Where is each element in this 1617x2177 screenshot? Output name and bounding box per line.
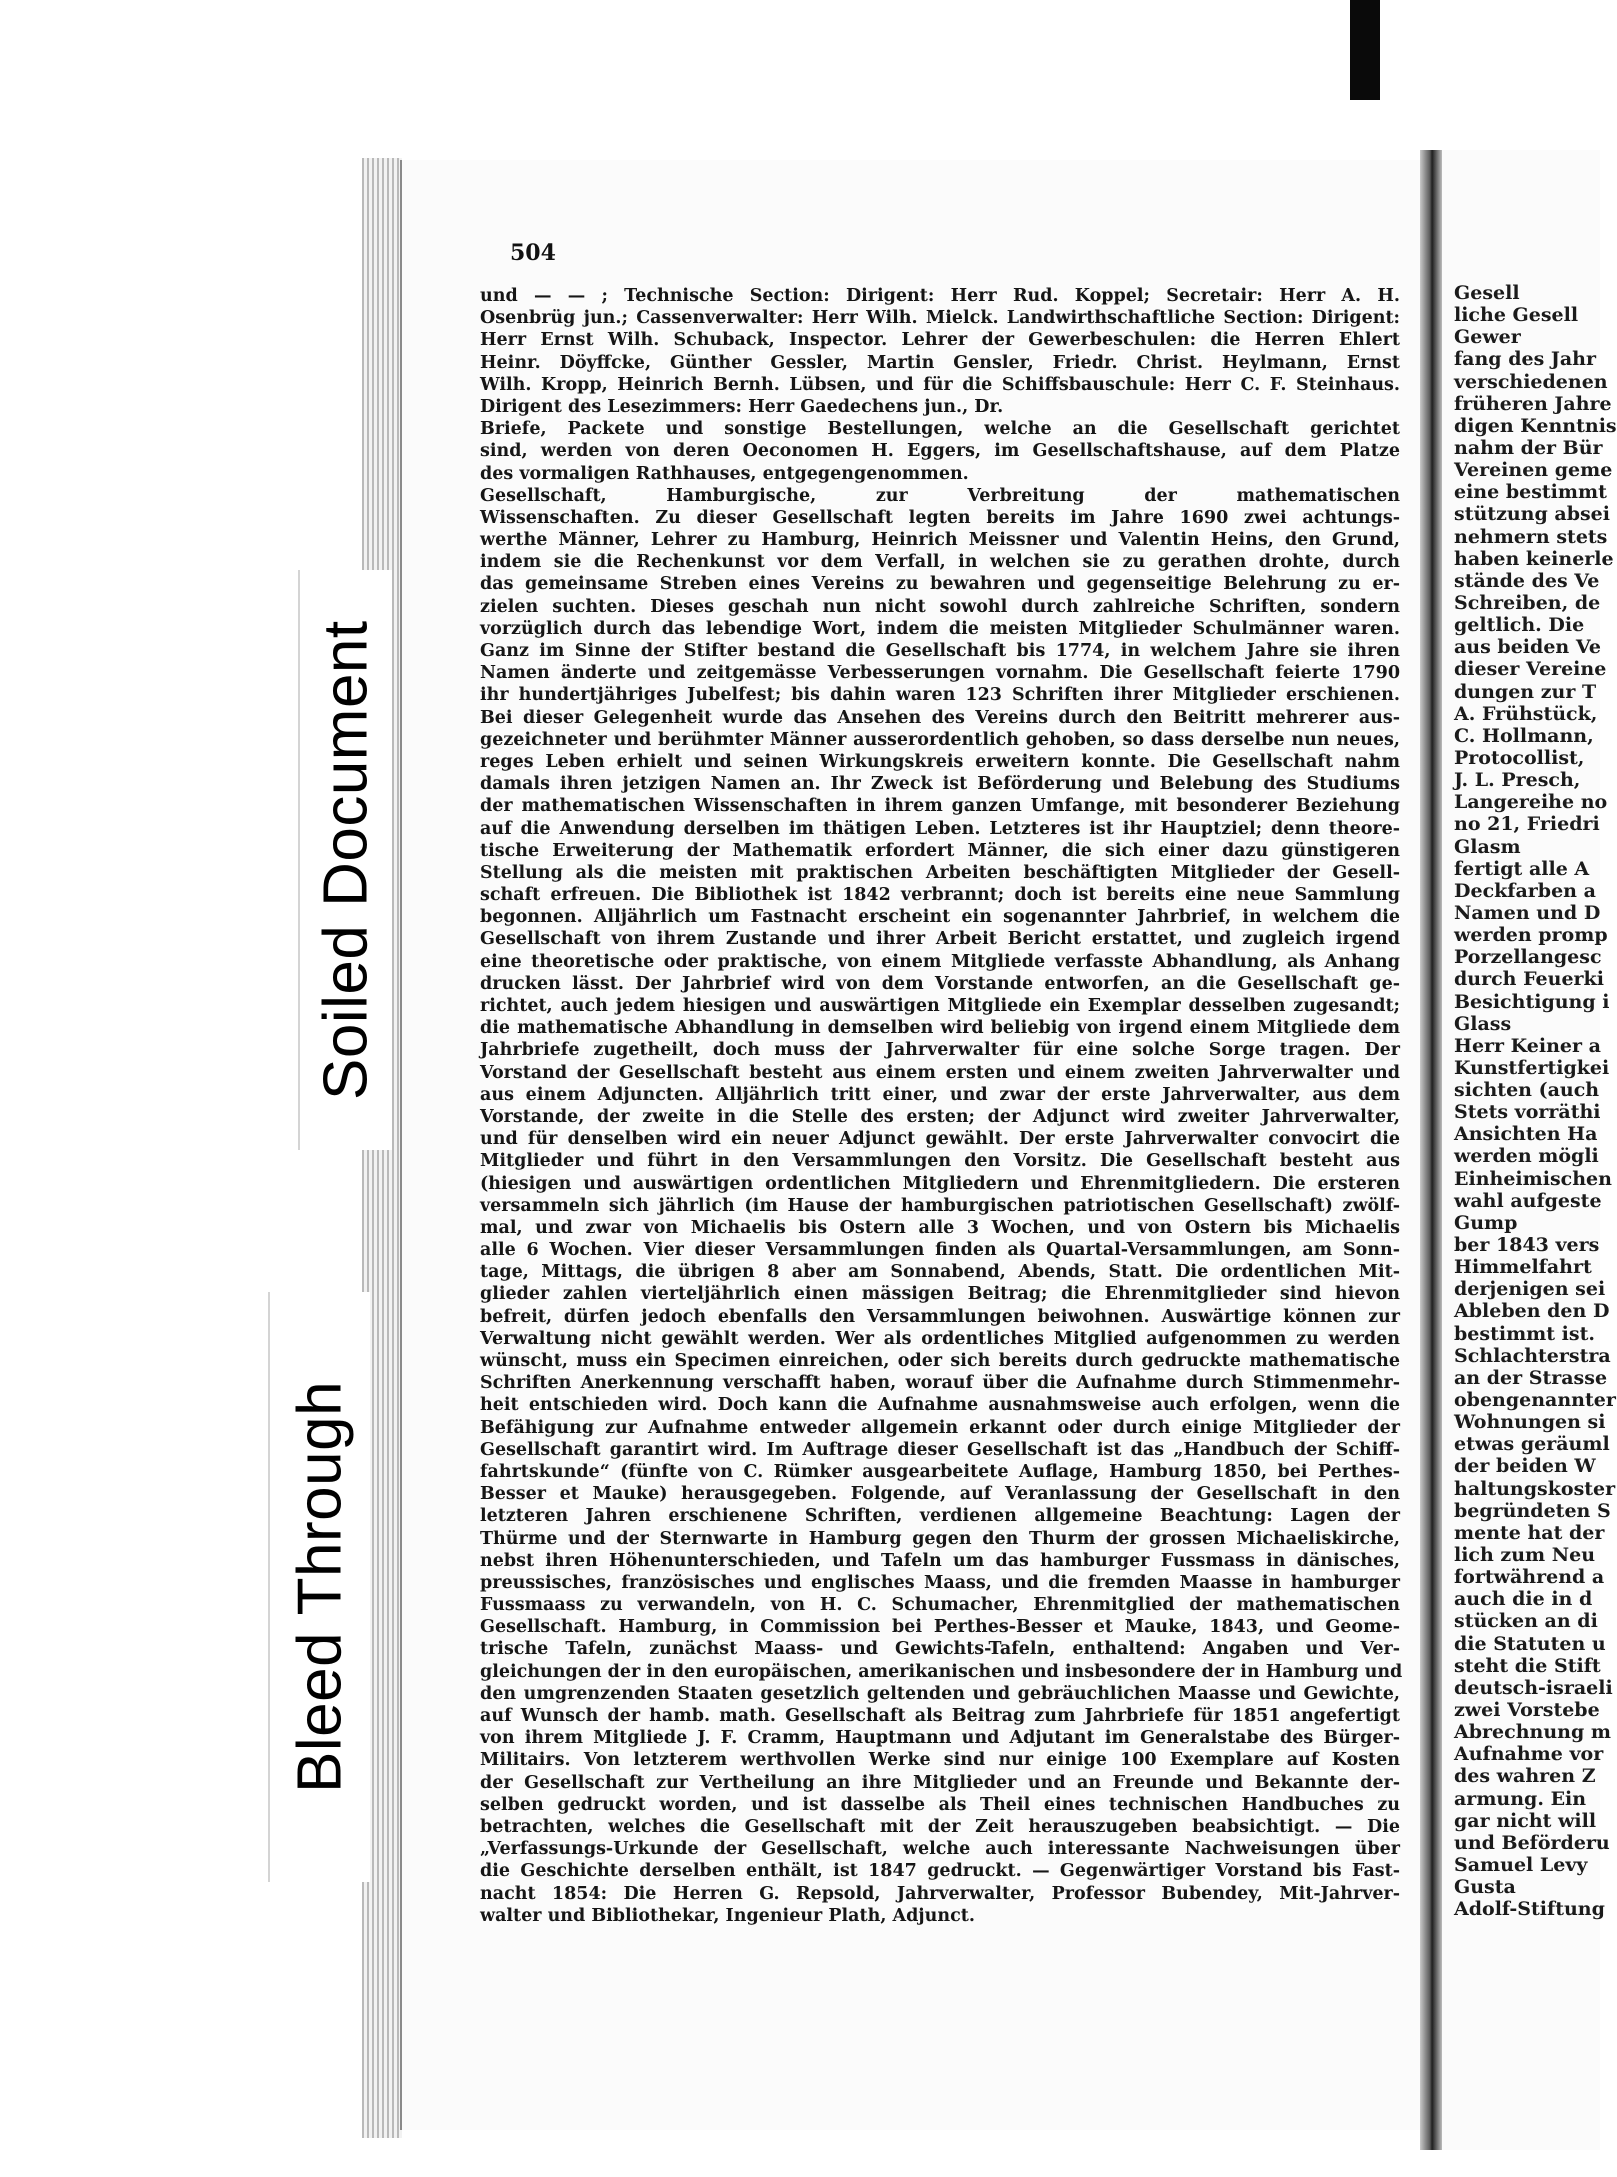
- text-line: Dirigent des Lesezimmers: Herr Gaedechens jun., Dr.: [480, 396, 1004, 417]
- right-page-line: Abrechnung m: [1454, 1721, 1611, 1744]
- text-line: Briefe, Packete und sonstige Bestellungen, welche an die Gesellschaft gerichtet: [480, 419, 1400, 440]
- text-line: eine theoretische oder praktische, von einem Mitgliede verfasste Abhandlung, als Anhang: [480, 951, 1400, 972]
- text-line: vorzüglich durch das lebendige Wort, indem die meisten Mitglieder Schulmänner waren.: [480, 618, 1400, 639]
- text-line: wünscht, muss ein Specimen einreichen, oder sich bereits durch gedruckte mathematische: [480, 1351, 1400, 1371]
- right-page-line: Deckfarben a: [1454, 879, 1596, 902]
- right-page-line: ber 1843 vers: [1454, 1234, 1600, 1257]
- right-page-line: obengenannter: [1454, 1389, 1616, 1412]
- text-line: Stellung als die meisten mit praktischen Arbeiten beschäftigten Mitglieder der Gesell-: [480, 862, 1400, 883]
- text-line: gezeichneter und berühmter Männer ausserordentlich gehoben, so dass derselbe nun neues,: [480, 729, 1400, 750]
- right-page-line: der beiden W: [1454, 1455, 1596, 1478]
- right-page-line: zwei Vorstebe: [1454, 1699, 1600, 1721]
- right-page-line: gar nicht will: [1454, 1809, 1597, 1832]
- soiled-document-tag: [298, 570, 392, 1150]
- right-page-line: Wohnungen si: [1454, 1411, 1606, 1434]
- right-page-line: Adolf-Stiftung: [1454, 1898, 1605, 1921]
- text-line: Thürme und der Sternwarte in Hamburg gegen den Thurm der grossen Michaeliskirche,: [480, 1528, 1400, 1549]
- right-page-line: Ableben den D: [1454, 1300, 1610, 1323]
- right-page-line: Himmelfahrt: [1454, 1256, 1592, 1279]
- text-line: heit entschieden wird. Doch kann die Aufnahme ausnahmsweise auch erfolgen, wenn die: [480, 1395, 1400, 1416]
- right-page-line: dieser Vereine: [1454, 658, 1607, 681]
- text-line: alle 6 Wochen. Vier dieser Versammlungen finden als Quartal-Versammlungen, am Sonn-: [480, 1240, 1400, 1261]
- right-page-line: Kunstfertigkei: [1454, 1056, 1610, 1079]
- right-page-line: Porzellangesc: [1454, 946, 1602, 969]
- text-line: Jahrbriefe zugetheilt, doch muss der Jahrverwalter für eine solche Sorge tragen. Der: [480, 1040, 1400, 1061]
- right-page-line: Vereinen geme: [1454, 459, 1613, 482]
- text-line: nacht 1854: Die Herren G. Repsold, Jahrverwalter, Professor Bubendey, Mit-Jahrver-: [480, 1883, 1400, 1904]
- text-line: begonnen. Alljährlich um Fastnacht erscheint ein sogenannter Jahrbrief, in welchem die: [480, 907, 1400, 928]
- text-line: aus einem Adjuncten. Alljährlich tritt einer, und zwar der erste Jahrverwalter, aus dem: [480, 1084, 1400, 1105]
- right-page-line: werden promp: [1454, 924, 1608, 947]
- text-line: Fussmaass zu verwandeln, von H. C. Schumacher, Ehrenmitglied der mathematischen: [480, 1595, 1400, 1616]
- right-page-line: no 21, Friedri: [1454, 813, 1600, 836]
- right-page-line: bestimmt ist.: [1454, 1322, 1595, 1345]
- text-line: drucken lässt. Der Jahrbrief wird von dem Vorstande entworfen, an die Gesellschaft ge-: [480, 973, 1400, 994]
- text-line: versammeln sich jährlich (im Hause der hamburgischen patriotischen Gesellschaft) zwölf-: [480, 1195, 1400, 1216]
- right-page-line: J. L. Presch,: [1454, 769, 1581, 792]
- right-page-line: dungen zur T: [1454, 680, 1597, 703]
- text-line: preussisches, französisches und englisches Maass, und die fremden Maasse in hamburger: [480, 1572, 1400, 1593]
- text-line: tische Erweiterung der Mathematik erfordert Männer, die sich einer dazu günstigeren: [480, 840, 1400, 861]
- bleed-through-tag: [268, 1292, 370, 1882]
- text-line: Bei dieser Gelegenheit wurde das Ansehen des Vereins durch den Beitritt mehrerer aus-: [480, 707, 1400, 728]
- right-page-line: Protocollist,: [1454, 746, 1585, 769]
- text-line: Herr Ernst Wilh. Schuback, Inspector. Lehrer der Gewerbeschulen: die Herren Ehlert: [480, 330, 1400, 351]
- right-page-line: etwas geräuml: [1454, 1433, 1610, 1456]
- right-page-line: an der Strasse: [1454, 1366, 1608, 1389]
- text-line: Verwaltung nicht gewählt werden. Wer als ordentliches Mitglied aufgenommen zu werden: [480, 1328, 1400, 1349]
- right-page-line: begründeten S: [1454, 1499, 1611, 1522]
- text-line: glieder zahlen vierteljährlich einen mässigen Beitrag; die Ehrenmitglieder sind hievon: [480, 1284, 1400, 1305]
- text-line: letzteren Jahren erschienene Schriften, verdienen allgemeine Beachtung: Lagen der: [480, 1506, 1400, 1527]
- text-line: indem sie die Rechenkunst vor dem Verfall, in welchen sie zu gerathen drohte, durch: [480, 552, 1400, 573]
- text-line: auf Wunsch der hamb. math. Gesellschaft als Beitrag zum Jahrbriefe für 1851 angefertigt: [480, 1706, 1400, 1726]
- right-page-line: fortwährend a: [1454, 1566, 1605, 1589]
- right-page-line: Glass: [1454, 1012, 1512, 1035]
- text-line: fahrtskunde“ (fünfte von C. Rümker ausgearbeitete Auflage, Hamburg 1850, bei Perthes-: [480, 1461, 1400, 1482]
- right-page-line: früheren Jahre: [1454, 392, 1612, 415]
- right-page-line: stützung absei: [1454, 503, 1610, 526]
- text-line: Wissenschaften. Zu dieser Gesellschaft legten bereits im Jahre 1690 zwei achtungs-: [480, 507, 1400, 528]
- book-gutter: [1420, 150, 1442, 2150]
- right-page-line: fertigt alle A: [1454, 857, 1590, 880]
- text-line: Vorstande, der zweite in die Stelle des ersten; der Adjunct wird zweiter Jahrverwalter,: [480, 1106, 1400, 1127]
- right-page-line: haltungskoster: [1454, 1477, 1616, 1500]
- text-line: Gesellschaft. Hamburg, in Commission bei Perthes-Besser et Mauke, 1843, und Geome-: [480, 1617, 1400, 1638]
- right-page-text: [1442, 282, 1617, 1920]
- text-line: schaft erfreuen. Die Bibliothek ist 1842 verbrannt; doch ist bereits eine neue Sammlung: [480, 885, 1400, 906]
- right-page-line: Samuel Levy: [1454, 1853, 1588, 1876]
- text-line: auf die Anwendung derselben im thätigen Leben. Letzteres ist ihr Hauptziel; denn theore-: [480, 818, 1400, 839]
- text-line: die mathematische Abhandlung in demselben wird beliebig von irgend einem Mitgliede dem: [480, 1018, 1400, 1039]
- text-line: Mitglieder und führt in den Versammlungen den Vorsitz. Die Gesellschaft besteht aus: [480, 1151, 1400, 1172]
- text-line: nebst ihren Höhenunterschieden, und Tafeln um das hamburger Fussmass in dänisches,: [480, 1550, 1400, 1571]
- text-line: walter und Bibliothekar, Ingenieur Plath, Adjunct.: [480, 1905, 975, 1926]
- right-page-line: Schreiben, de: [1454, 591, 1601, 614]
- text-line: betrachten, welches die Gesellschaft mit der Zeit herauszugeben beabsichtigt. — Die: [480, 1816, 1400, 1837]
- text-line: damals ihren jetzigen Namen an. Ihr Zweck ist Beförderung und Belebung des Studiums: [480, 774, 1400, 795]
- right-page-line: die Statuten u: [1454, 1632, 1606, 1655]
- text-line: Heinr. Döyffcke, Günther Gessler, Martin Gensler, Friedr. Christ. Heylmann, Ernst: [480, 352, 1400, 373]
- text-line: Gesellschaft, Hamburgische, zur Verbreitung der mathematischen: [480, 485, 1400, 506]
- right-page-line: Herr Keiner a: [1454, 1034, 1601, 1057]
- text-line: Wilh. Kropp, Heinrich Bernh. Lübsen, und für die Schiffsbauschule: Herr C. F. Steinhaus.: [480, 374, 1400, 395]
- text-line: der Gesellschaft zur Vertheilung an ihre Mitglieder und an Freunde und Bekannte der-: [480, 1772, 1400, 1793]
- text-line: Militairs. Von letzterem werthvollen Werke sind nur einige 100 Exemplare auf Kosten: [480, 1750, 1400, 1771]
- text-line: Gesellschaft von ihrem Zustande und ihrer Arbeit Bericht erstattet, und zugleich irgend: [480, 929, 1400, 950]
- right-page-line: Namen und D: [1454, 901, 1601, 924]
- right-page-line: A. Frühstück,: [1454, 702, 1598, 725]
- right-page-line: eine bestimmt: [1454, 481, 1607, 504]
- right-page-line: nahm der Bür: [1454, 436, 1603, 459]
- right-page-line: durch Feuerki: [1454, 968, 1604, 991]
- text-line: mal, und zwar von Michaelis bis Ostern alle 3 Wochen, und von Ostern bis Michaelis: [480, 1217, 1400, 1238]
- right-page-line: verschiedenen: [1454, 370, 1608, 393]
- right-page-line: lich zum Neu: [1454, 1544, 1596, 1567]
- text-line: Gesellschaft garantirt wird. Im Auftrage dieser Gesellschaft ist das „Handbuch der Schiff-: [480, 1439, 1400, 1460]
- right-page-line: Glasm: [1454, 835, 1521, 858]
- right-page-line: nehmern stets: [1454, 525, 1608, 548]
- text-line: des vormaligen Rathhauses, entgegengenommen.: [480, 463, 969, 484]
- text-line: ihr hundertjähriges Jubelfest; bis dahin waren 123 Schriften ihrer Mitglieder erschienen.: [480, 685, 1400, 706]
- text-line: von ihrem Mitgliede J. F. Cramm, Hauptmann und Adjutant im Generalstabe des Bürger-: [480, 1728, 1400, 1749]
- right-page-line: deutsch-israeli: [1454, 1676, 1613, 1699]
- right-page-line: aus beiden Ve: [1454, 636, 1601, 659]
- right-book-page: [1442, 150, 1617, 2150]
- right-page-line: Aufnahme vor: [1454, 1743, 1604, 1766]
- right-page-line: Gusta: [1454, 1876, 1516, 1899]
- text-line: und — — ; Technische Section: Dirigent: Herr Rud. Koppel; Secretair: Herr A. H.: [480, 286, 1400, 306]
- text-line: Osenbrüg jun.; Cassenverwalter: Herr Wilh. Mielck. Landwirthschaftliche Section: Dirigent:: [480, 308, 1400, 329]
- text-line: selben gedruckt worden, und ist dasselbe als Theil eines technischen Handbuches zu: [480, 1794, 1400, 1815]
- page-number: 504: [510, 240, 556, 266]
- binding-black-bar: [1350, 0, 1380, 100]
- text-line: zielen suchten. Dieses geschah nun nicht sowohl durch zahlreiche Schriften, sondern: [480, 596, 1400, 617]
- right-page-line: wahl aufgeste: [1454, 1189, 1602, 1212]
- text-line: befreit, dürfen jedoch ebenfalls den Versammlungen beiwohnen. Auswärtige können zur: [480, 1306, 1400, 1327]
- right-page-line: des wahren Z: [1454, 1765, 1596, 1788]
- bleed-through-label: Bleed Through: [285, 1380, 355, 1794]
- right-page-line: werden mögli: [1454, 1145, 1599, 1168]
- text-line: und für denselben wird ein neuer Adjunct gewählt. Der erste Jahrverwalter convocirt die: [480, 1129, 1400, 1150]
- text-line: das gemeinsame Streben eines Vereins zu bewahren und gegenseitige Belehrung zu er-: [480, 574, 1400, 595]
- soiled-document-label: Soiled Document: [311, 620, 381, 1100]
- text-line: (hiesigen und auswärtigen ordentlichen Mitgliedern und Ehrenmitgliedern. Die ersteren: [480, 1173, 1400, 1194]
- text-line: tage, Mittags, die übrigen 8 aber am Sonnabend, Abends, Statt. Die ordentlichen Mit-: [480, 1262, 1400, 1283]
- right-page-line: digen Kenntnis: [1454, 414, 1617, 437]
- right-page-line: Langereihe no: [1454, 791, 1608, 814]
- right-page-line: derjenigen sei: [1454, 1278, 1606, 1301]
- right-page-line: Gump: [1454, 1211, 1518, 1234]
- right-page-line: fang des Jahr: [1454, 348, 1597, 371]
- right-page-line: Einheimischen: [1454, 1167, 1612, 1190]
- right-page-line: stücken an di: [1454, 1610, 1598, 1633]
- right-page-line: Gewer: [1454, 326, 1521, 349]
- right-page-line: Besichtigung i: [1454, 990, 1610, 1013]
- text-line: werthe Männer, Lehrer zu Hamburg, Heinrich Meissner und Valentin Heins, den Grund,: [480, 530, 1400, 551]
- right-page-line: mente hat der: [1454, 1521, 1605, 1544]
- right-page-line: steht die Stift: [1454, 1654, 1601, 1677]
- text-line: die Geschichte derselben enthält, ist 1847 gedruckt. — Gegenwärtiger Vorstand bis Fast-: [480, 1861, 1400, 1882]
- text-line: „Verfassungs-Urkunde der Gesellschaft, welche auch interessante Nachweisungen über: [480, 1839, 1400, 1860]
- text-line: richtet, auch jedem hiesigen und auswärtigen Mitgliede ein Exemplar desselben zugesandt;: [480, 996, 1400, 1016]
- text-line: der mathematischen Wissenschaften in ihrem ganzen Umfange, mit besonderer Beziehung: [480, 796, 1400, 817]
- right-page-line: geltlich. Die: [1454, 614, 1585, 637]
- right-page-line: und Beförderu: [1454, 1831, 1610, 1854]
- text-line: reges Leben erhielt und seinen Wirkungskreis erweitern konnte. Die Gesellschaft nahm: [480, 751, 1400, 772]
- text-line: trische Tafeln, zunächst Maass- und Gewichts-Tafeln, enthaltend: Angaben und Ver-: [480, 1639, 1400, 1660]
- text-line: Namen änderte und zeitgemässe Verbesserungen vornahm. Die Gesellschaft feierte 1790: [480, 663, 1400, 684]
- text-line: Vorstand der Gesellschaft besteht aus einem ersten und einem zweiten Jahrverwalter und: [480, 1062, 1400, 1083]
- right-page-line: Ansichten Ha: [1454, 1123, 1598, 1146]
- right-page-line: Gesell: [1454, 282, 1520, 304]
- text-line: gleichungen der in den europäischen, amerikanischen und insbesondere der in Hamburg und: [480, 1661, 1403, 1682]
- text-line: Schriften Anerkennung verschafft haben, worauf über die Aufnahme durch Stimmenmehr-: [480, 1373, 1400, 1394]
- right-page-line: Schlachterstra: [1454, 1344, 1611, 1367]
- right-page-line: Stets vorräthi: [1454, 1101, 1601, 1124]
- text-line: Ganz im Sinne der Stifter bestand die Gesellschaft bis 1774, in welchem Jahre sie ihren: [480, 641, 1400, 661]
- right-page-line: auch die in d: [1454, 1588, 1593, 1611]
- text-line: Besser et Mauke) herausgegeben. Folgende, auf Veranlassung der Gesellschaft in den: [480, 1484, 1400, 1505]
- text-line: sind, werden von deren Oeconomen H. Eggers, im Gesellschaftshause, auf dem Platze: [480, 441, 1400, 462]
- text-line: Befähigung zur Aufnahme entweder allgemein erkannt oder durch einige Mitglieder der: [480, 1417, 1400, 1438]
- right-page-line: armung. Ein: [1454, 1787, 1587, 1810]
- right-page-line: haben keinerle: [1454, 547, 1614, 570]
- right-page-line: liche Gesell: [1454, 304, 1579, 327]
- right-page-line: C. Hollmann,: [1454, 724, 1594, 747]
- text-line: den umgrenzenden Staaten gesetzlich geltenden und gebräuchlichen Maasse und Gewichte,: [480, 1683, 1400, 1704]
- page-body-text: [480, 285, 1403, 1927]
- right-page-line: sichten (auch: [1454, 1079, 1600, 1102]
- right-page-line: stände des Ve: [1454, 569, 1600, 592]
